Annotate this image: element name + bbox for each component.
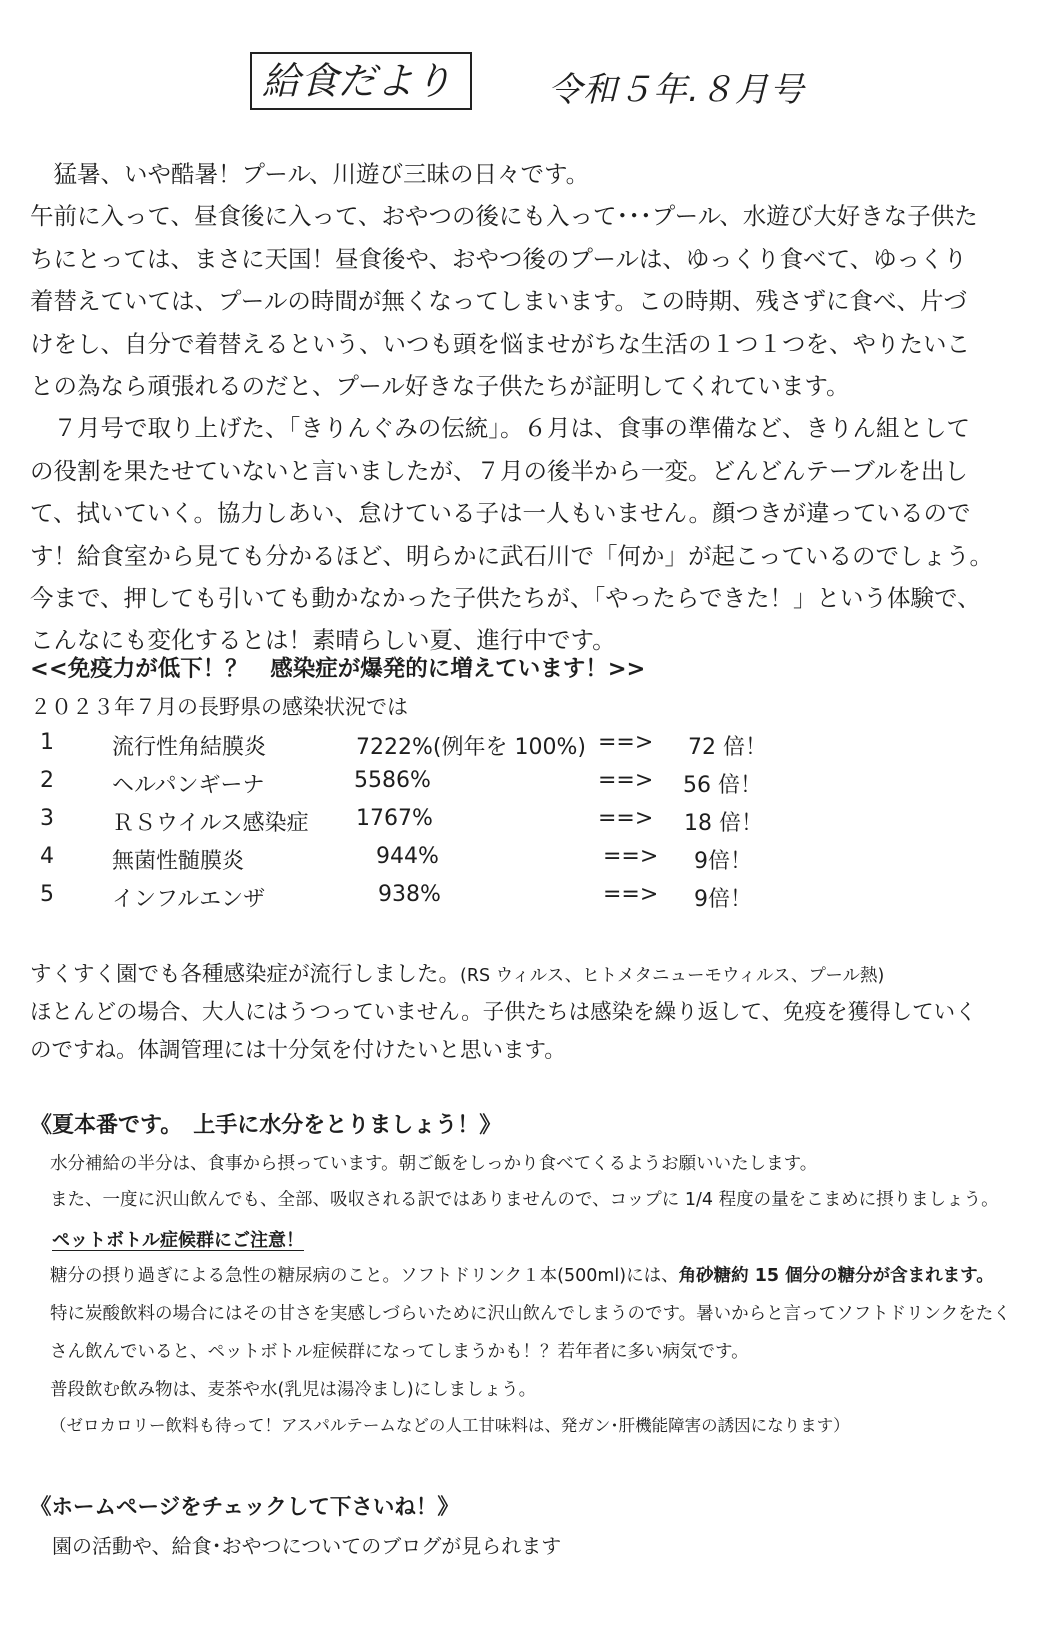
arrow: ==> — [598, 806, 654, 831]
intro-line: 今まで、押しても引いても動かなかった子供たちが、「やったらできた！」という体験で、 — [30, 583, 981, 612]
hydration-heading: 《夏本番です。 上手に水分をとりましょう！》 — [30, 1113, 502, 1138]
times: 9倍！ — [694, 887, 752, 912]
infection-note — [30, 957, 884, 988]
hydration-line: 水分補給の半分は、食事から摂っています。朝ご飯をしっかり食べてくるようお願いいたします。 — [50, 1154, 818, 1174]
arrow: ==> — [603, 844, 659, 869]
intro-line: ちにとっては、まさに天国！昼食後や、おやつ後のプールは、ゆっくり食べて、ゆっくり — [30, 244, 967, 273]
percent: 5586% — [354, 768, 431, 793]
pet-bottle-line: さん飲んでいると、ペットボトル症候群になってしまうかも！？若年者に多い病気です。 — [50, 1342, 749, 1362]
intro-line: との為なら頑張れるのだと、プール好きな子供たちが証明してくれています。 — [30, 371, 850, 400]
rank: 1 — [40, 730, 54, 755]
infection-note-line: ほとんどの場合、大人にはうつっていません。子供たちは感染を繰り返して、免疫を獲得していく — [30, 1000, 977, 1025]
rank: 5 — [40, 882, 54, 907]
newsletter-title: 給食だより — [250, 52, 472, 110]
infection-heading: <<免疫力が低下！？ 感染症が爆発的に増えています！>> — [30, 656, 646, 682]
times: 72 倍！ — [688, 735, 767, 760]
disease-name: 無菌性髄膜炎 — [112, 849, 245, 874]
intro-line: す！給食室から見ても分かるほど、明らかに武石川で「何か」が起こっているのでしょう。 — [30, 541, 994, 570]
arrow: ==> — [598, 768, 654, 793]
intro-line: こんなにも変化するとは！素晴らしい夏、進行中です。 — [30, 626, 616, 655]
homepage-line: 園の活動や、給食･おやつについてのブログが見られます — [52, 1534, 562, 1558]
homepage-heading: 《ホームページをチェックして下さいね！》 — [30, 1495, 459, 1520]
intro-line: て、拭いていく。協力しあい、怠けている子は一人もいません。顔つきが違っているので — [30, 499, 971, 528]
disease-name: ＲＳウイルス感染症 — [112, 811, 309, 836]
rank: 4 — [40, 844, 54, 869]
infection-note-main: すくすく園でも各種感染症が流行しました。 — [30, 962, 461, 987]
intro-line: 午前に入って、昼食後に入って、おやつの後にも入って･･･プール、水遊び大好きな子供た — [30, 202, 978, 231]
intro-text — [30, 153, 1030, 662]
pet-bottle-line: 普段飲む飲み物は、麦茶や水(乳児は湯冷まし)にしましょう。 — [50, 1380, 537, 1400]
hydration-line: また、一度に沢山飲んでも、全部、吸収される訳ではありませんので、コップに 1/4 程度の量をこまめに摂りましょう。 — [50, 1190, 999, 1210]
pet-bottle-line: 特に炭酸飲料の場合にはその甘さを実感しづらいために沢山飲んでしまうのです。暑いからと言ってソフトドリンクをたく — [50, 1304, 1011, 1324]
disease-name: インフルエンザ — [112, 887, 266, 912]
intro-line: 着替えていては、プールの時間が無くなってしまいます。この時期、残さずに食べ、片づ — [30, 287, 967, 316]
percent: 7222%(例年を 100%) — [356, 735, 586, 760]
infection-note-viruses: (RS ウィルス、ヒトメタニューモウィルス、プール熱) — [460, 966, 885, 986]
infection-note-line: のですね。体調管理には十分気を付けたいと思います。 — [30, 1038, 566, 1063]
percent: 938% — [378, 882, 441, 907]
arrow: ==> — [598, 730, 654, 755]
pet-bottle-heading: ペットボトル症候群にご注意！ — [52, 1230, 304, 1251]
infection-subheading: ２０２３年７月の長野県の感染状況では — [30, 695, 408, 719]
disease-name: 流行性角結膜炎 — [112, 735, 267, 760]
arrow: ==> — [603, 882, 659, 907]
intro-line: の役割を果たせていないと言いましたが、７月の後半から一変。どんどんテーブルを出し — [30, 456, 968, 485]
pet-bottle-text: 糖分の摂り過ぎによる急性の糖尿病のこと。ソフトドリンク１本(500ml)には、 — [50, 1266, 679, 1286]
issue-date: 令和５年.８月号 — [548, 70, 805, 110]
percent: 944% — [376, 844, 439, 869]
percent: 1767% — [356, 806, 433, 831]
times: 56 倍！ — [683, 773, 762, 798]
pet-bottle-emphasis: 角砂糖約 15 個分の糖分が含まれます。 — [678, 1266, 994, 1286]
times: 9倍！ — [694, 849, 752, 874]
disease-name: ヘルパンギーナ — [112, 773, 265, 798]
rank: 2 — [40, 768, 54, 793]
rank: 3 — [40, 806, 54, 831]
times: 18 倍！ — [684, 811, 763, 836]
intro-line: ７月号で取り上げた、「きりんぐみの伝統」。６月は、食事の準備など、きりん組として — [30, 414, 970, 443]
intro-line: 猛暑、いや酷暑！プール、川遊び三昧の日々です。 — [30, 160, 590, 188]
pet-bottle-line — [50, 1262, 994, 1287]
intro-line: けをし、自分で着替えるという、いつも頭を悩ませがちな生活の１つ１つを、やりたいこ — [30, 329, 970, 358]
pet-bottle-note: （ゼロカロリー飲料も待って！アスパルテームなどの人工甘味料は、発ガン･肝機能障害の誘因になります） — [50, 1416, 850, 1435]
